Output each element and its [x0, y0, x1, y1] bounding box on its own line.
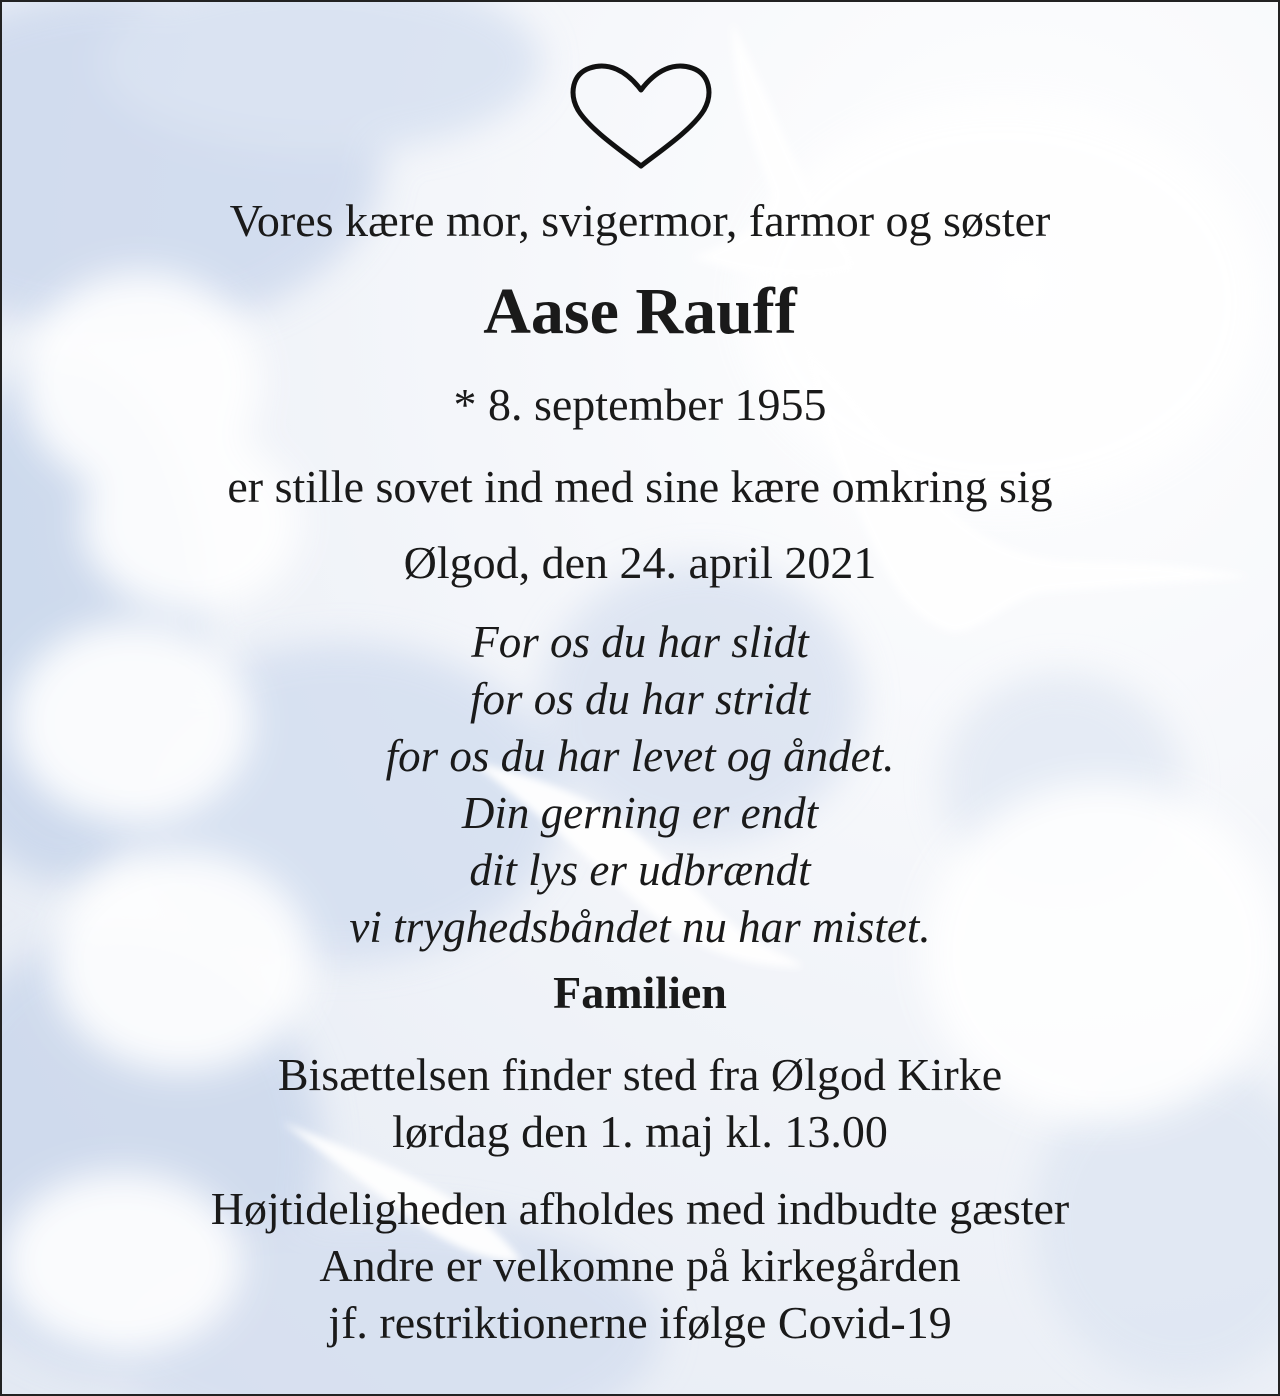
- heart-outline-icon: [568, 62, 714, 174]
- deceased-name: Aase Rauff: [483, 275, 797, 348]
- place-and-date: Ølgod, den 24. april 2021: [403, 537, 877, 588]
- poem-line: for os du har stridt: [469, 674, 811, 724]
- poem-line: Din gerning er endt: [461, 788, 819, 838]
- passed-text: er stille sovet ind med sine kære omkring sig: [227, 461, 1053, 512]
- info-line: Andre er velkomne på kirkegården: [319, 1240, 961, 1291]
- funeral-details: [2, 1046, 1278, 1160]
- intro-text: Vores kære mor, svigermor, farmor og søster: [229, 195, 1051, 246]
- poem: [2, 614, 1278, 956]
- poem-line: for os du har levet og åndet.: [385, 731, 895, 781]
- poem-line: vi tryghedsbåndet nu har mistet.: [349, 902, 931, 952]
- attendance-info: [2, 1180, 1278, 1351]
- poem-line: dit lys er udbrændt: [469, 845, 811, 895]
- funeral-line: Bisættelsen finder sted fra Ølgod Kirke: [277, 1049, 1003, 1100]
- info-line: jf. restriktionerne ifølge Covid-19: [328, 1297, 952, 1348]
- funeral-line: lørdag den 1. maj kl. 13.00: [392, 1106, 888, 1157]
- poem-line: For os du har slidt: [471, 617, 809, 667]
- info-line: Højtideligheden afholdes med indbudte gæster: [210, 1183, 1070, 1234]
- birth-date: * 8. september 1955: [453, 379, 827, 430]
- signature: Familien: [553, 967, 727, 1018]
